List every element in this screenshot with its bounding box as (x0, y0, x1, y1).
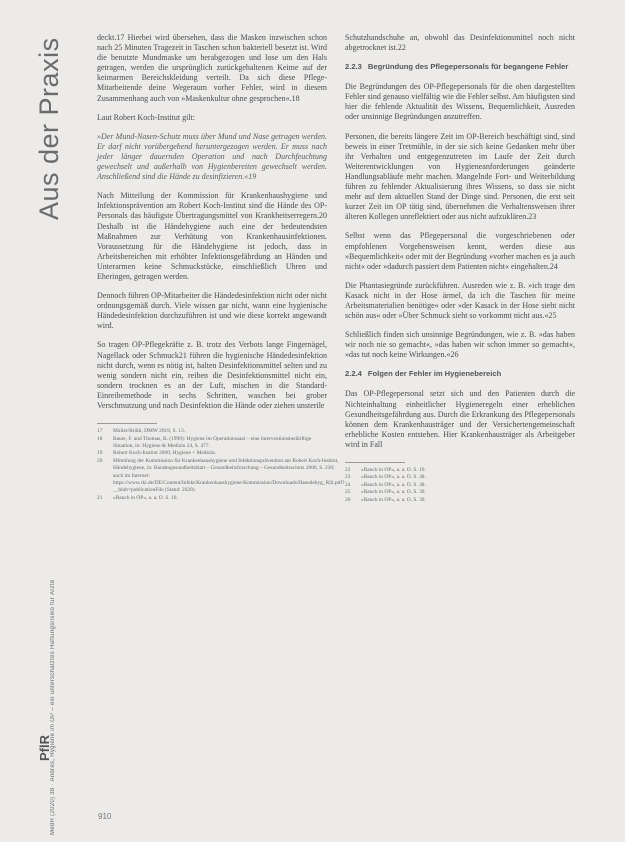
footnote: 20 Mitteilung der Kommission für Krankenhaushygiene und Infektionsprävention am Robert Koch-Institut, Händehygiene, in: Bundesgesundheitsblatt – Gesundheitsforschung – Gesundheitsschutz 2000, S. 230; auch im Internet: https://www.rki.de/DE/Content/Infekt/Krankenhaushygiene/Kommission/Downloads/Haendehyg_Rili.pdf?__blob=publicationFile (Stand: 2020). (97, 457, 345, 494)
journal-logo: PflR (37, 735, 52, 761)
section-heading-text: Begründung des Pflegepersonals für begangene Fehler (367, 62, 569, 72)
paragraph: Die Begründungen des OP-Pflegepersonals für die oben dargestellten Fehler sind genauso vielfältig wie die Fehler selbst. Am häufigsten sind hier die fehlende Aktualität des Wissens, Bequemlichkeit, Ausreden oder unsinnige Begründungen anzutreffen. (345, 82, 575, 122)
paragraph: Das OP-Pflegepersonal setzt sich und den Patienten durch die Nichteinhaltung einheitlicher Hygieneregeln einer erheblichen Gesundheitsgefährdung aus. Durch die Erkrankung des Pflegepersonals können dem Krankenhausträger und der Versichertengemeinschaft erhebliche Kosten entstehen. Hier Krankenhausträger als Arbeitgeber wird in Fall (345, 389, 575, 449)
footnotes (97, 423, 345, 502)
paragraph: Schließlich finden sich unsinnige Begründungen, wie z. B. »das haben wir noch nie so gemacht«, »das haben wir schon immer so gemacht«, »das tut noch keine Wirkungen.«26 (345, 330, 575, 360)
paragraph: Laut Robert Koch-Institut gilt: (97, 112, 195, 122)
section-number: 2.2.3 (345, 62, 362, 72)
footnote: 24 »Rauch in OP«, a. a. O. S. 38. (345, 481, 426, 488)
section-title: Aus der Praxis (34, 37, 64, 220)
paragraph: Die Phantasiegründe zurückführen. Ausreden wie z. B. »ich trage den Kasack nicht in der Hose ärmel, da ich die Taschen für meine Arbeitsmaterialien benötige« oder »der Kasack in der Hose sieht nicht schön aus« oder »Über Schmuck sieht so vorkommt nicht aus.«25 (345, 280, 575, 321)
footnote-rule (97, 423, 157, 424)
section-number: 2.2.4 (345, 369, 362, 379)
quote-paragraph: »Der Mund-Nasen-Schutz muss über Mund und Nase getragen werden. Er darf nicht vorübergehend heruntergezogen werden. Er muss nach jeder länger dauernden Operation und nach Durchfeuchtung gewechselt und außerhalb von Hygienbereiten gewechselt werden. Anschließend sind die Hände zu desinfizieren.«19 (97, 131, 327, 182)
section-heading-text: Folgen der Fehler im Hygienebereich (367, 369, 502, 379)
footnote: 23 »Rauch in OP«, a. a. O. S. 38. (345, 474, 426, 481)
footnote: 25 »Rauch in OP«, a. a. O. S. 39. (345, 489, 426, 496)
footnote: 21 »Rauch in OP«, a. a. O. S. 10. (97, 494, 178, 501)
footnote: 17 Müller/Brühl, DMW 2019, S. 13. (97, 428, 186, 435)
footnotes (345, 462, 575, 504)
paragraph: Dennoch führen OP-Mitarbeiter die Händedesinfektion nicht oder nicht ordnungsgemäß durch. Viele wissen gar nicht, wann eine hygienische Händedesinfektion durchzuführen ist und wie diese korrekt angewandt wird. (97, 291, 327, 331)
left-column (97, 33, 345, 502)
paragraph: Schutzhandschuhe an, obwohl das Desinfektionsmittel noch nicht abgetrocknet ist.22 (345, 33, 575, 53)
section-heading-2-2-4 (345, 369, 575, 379)
paragraph: So tragen OP-Pflegekräfte z. B. trotz des Verbots lange Fingernägel, Nagellack oder Schmuck21 führen die hygienische Händedesinfektion nicht durch, wenn es nötig ist, halten Desinfektionsmittel selten und zu wenig sondern nicht ein, reiben die Desinfektionsmittel nicht ein, sondern trocknen es an der Luft, mischen in die Standard-Einreibemethode in sechs Schritten, waschen bei grober Verschmutzung und nach Desinfektion die Hände oder ziehen unsterile (97, 340, 327, 410)
paragraph: Personen, die bereits längere Zeit im OP-Bereich beschäftigt sind, sind beweis in einer Tretmühle, in der sie sich keine Gedanken mehr über ihr Verhalten und entgegenzutreten im Laufe der Zeit durch Weiterentwicklungen von Hygieneanforderungen geänderte Handlungsabläufe mehr machen. Mangelnde Fort- und Weiterbildung führen zu fehlender Aktualisierung ihres Wissens, so dass sie nicht mehr auf dem aktuellen Stand der Dinge sind. Personen, die erst seit kurzer Zeit im OP tätig sind, übernehmen die Verhaltensweisen ihrer älteren Kollegen unreflektiert oder aus nicht aufzuklären.23 (345, 131, 575, 222)
footnote: 19 Robert Koch-Institut 2000, Hygiene + Medizin. (97, 450, 216, 457)
running-footer: MedR (2020) 38 · Andres, Hygiene im OP – ein unterschätztes Haftungsrisiko für Ärzte (50, 579, 56, 835)
footnote: 22 »Rauch in OP«, a. a. O. S. 10. (345, 467, 426, 473)
right-column (345, 33, 575, 504)
footnote-rule (345, 462, 405, 463)
footnote: 26 »Rauch in OP«, a. a. O. S. 39. (345, 496, 426, 503)
page-number: 910 (98, 812, 112, 821)
paragraph: Nach Mitteilung der Kommission für Krankenhaushygiene und Infektionsprävention am Robert Koch-Institut sind die Hände des OP-Personals das häufigste Übertragungsmittel von Krankheitserregern.20 Deshalb ist die Händehygiene auch eine der bedeutendsten Maßnahmen zur Verhütung von Krankenhausinfektionen. Voraussetzung für die Händehygiene ist jedoch, dass in Arbeitsbereichen mit erhöhter Infektionsgefährdung an Händen und Unterarmen keine Schmuckstücke, einschließlich Uhren und Eheringen, getragen werden. (97, 191, 327, 281)
footnote: 18 Bauer, F. und Thomas, B. (1999): Hygiene im Operationssaal – eine interventionsbedürftige Situation, in: Hygiene & Medizin 24, S. 477. (97, 435, 312, 449)
section-heading-2-2-3 (345, 62, 575, 72)
paragraph: Selbst wenn das Pflegepersonal die vorgeschriebenen oder empfohlenen Vorgehensweisen kennt, werden diese aus »Bequemlichkeit« oder mit der Begründung »vorher machen es ja auch nicht« oder »dadurch passiert dem Patienten nicht« eingehalten.24 (345, 231, 575, 271)
paragraph: deckt.17 Hierbei wird übersehen, dass die Masken inzwischen schon nach 25 Minuten Tragezeit in Taschen schon bakteriell besetzt ist. Wird die benutzte Mundmaske um herabgezogen und lose um den Hals getragen, werden die ursprünglich zurückgehaltenen Keime auf der keimarmen Bereichskleidung verteilt. Da sich diese Pflege-Mitarbeitende deine Wegeraum vorher Fehler, wird in diesem Zusammenhang auch von »Maskenkultur ohne gesprochen«.18 (97, 33, 327, 103)
